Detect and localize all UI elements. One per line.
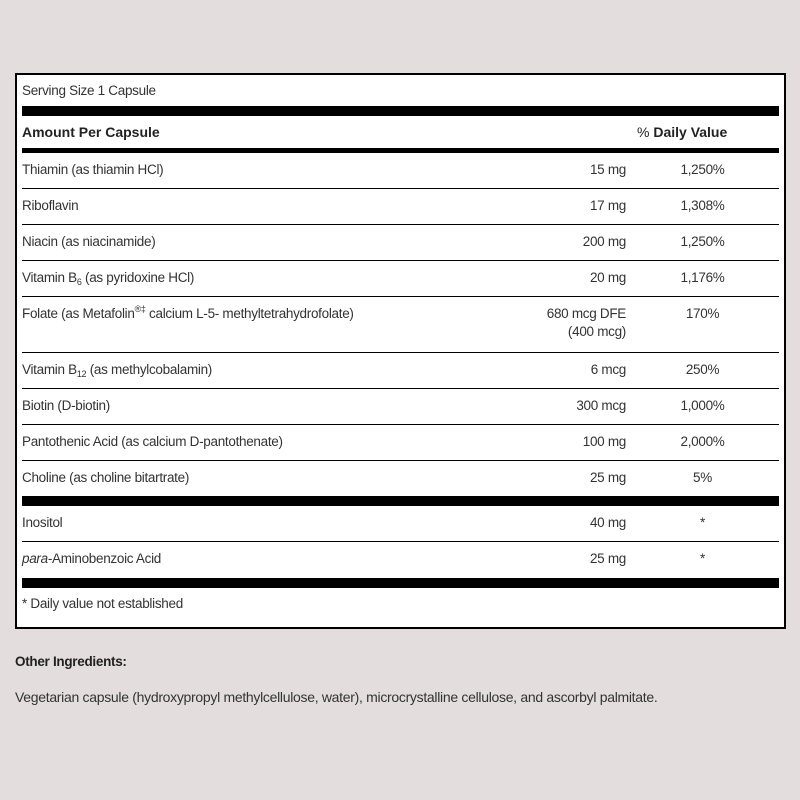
nutrient-name: Riboflavin	[22, 198, 79, 213]
nutrient-row	[22, 261, 779, 297]
table-header	[22, 116, 779, 148]
daily-value-header: % Daily Value	[637, 124, 728, 140]
nutrient-amount: 20 mg	[589, 270, 626, 285]
other-ingredients-title: Other Ingredients:	[15, 654, 127, 669]
amount-per-capsule-header: Amount Per Capsule	[22, 124, 160, 140]
nutrient-daily-value: 1,250%	[680, 234, 725, 249]
other-ingredients-text: Vegetarian capsule (hydroxypropyl methylcellulose, water), microcrystalline cellulose, and ascorbyl palmitate.	[15, 689, 658, 705]
serving-size: Serving Size 1 Capsule	[22, 83, 156, 98]
ingredient-amount: 25 mg	[589, 551, 626, 566]
nutrient-name: Folate (as Metafolin®‡ calcium L-5- methyltetrahydrofolate)	[22, 304, 354, 321]
supplement-facts-panel	[15, 73, 786, 629]
other-ingredient-row	[22, 506, 779, 542]
nutrient-daily-value: 1,250%	[680, 162, 725, 177]
nutrient-row	[22, 425, 779, 461]
nutrient-name: Vitamin $B_{12}$ (as methylcobalamin)	[22, 362, 212, 379]
thick-divider	[22, 578, 779, 588]
nutrient-amount: 200 mg	[582, 234, 626, 249]
nutrient-row	[22, 353, 779, 389]
nutrient-daily-value: 170%	[685, 306, 720, 321]
nutrient-amount: 6 mcg	[590, 362, 626, 377]
nutrient-row	[22, 389, 779, 425]
other-ingredient-row	[22, 542, 779, 578]
nutrient-name: Biotin (D-biotin)	[22, 398, 110, 413]
nutrient-daily-value: 1,000%	[680, 398, 725, 413]
nutrient-daily-value: 1,176%	[680, 270, 725, 285]
daily-value-footnote: * Daily value not established	[22, 596, 183, 611]
nutrient-daily-value: 5%	[693, 470, 712, 485]
nutrient-name: Niacin (as niacinamide)	[22, 234, 156, 249]
nutrient-daily-value: 1,308%	[680, 198, 725, 213]
nutrient-row	[22, 225, 779, 261]
nutrient-row	[22, 297, 779, 353]
nutrient-name: Pantothenic Acid (as calcium D-pantothenate)	[22, 434, 283, 449]
nutrient-amount: 300 mcg	[576, 398, 626, 413]
nutrient-daily-value: 250%	[685, 362, 720, 377]
ingredient-name: para-Aminobenzoic Acid	[22, 551, 161, 566]
nutrient-name: Vitamin $B_6$ (as pyridoxine HCl)	[22, 270, 195, 287]
nutrient-amount: 15 mg	[589, 162, 626, 177]
nutrient-row	[22, 189, 779, 225]
ingredient-daily-value: *	[700, 551, 705, 566]
ingredient-name: Inositol	[22, 515, 63, 530]
nutrient-amount: 17 mg	[589, 198, 626, 213]
ingredient-daily-value: *	[700, 515, 705, 530]
thick-divider	[22, 106, 779, 116]
nutrient-name: Thiamin (as thiamin HCl)	[22, 162, 164, 177]
nutrient-amount: 100 mg	[582, 434, 626, 449]
thick-divider	[22, 496, 779, 506]
ingredient-amount: 40 mg	[589, 515, 626, 530]
nutrient-row	[22, 461, 779, 496]
nutrient-name: Choline (as choline bitartrate)	[22, 470, 190, 485]
nutrient-daily-value: 2,000%	[680, 434, 725, 449]
nutrient-amount: 680 mcg DFE (400 mcg)	[546, 306, 626, 339]
nutrient-row	[22, 153, 779, 189]
nutrient-amount: 25 mg	[589, 470, 626, 485]
